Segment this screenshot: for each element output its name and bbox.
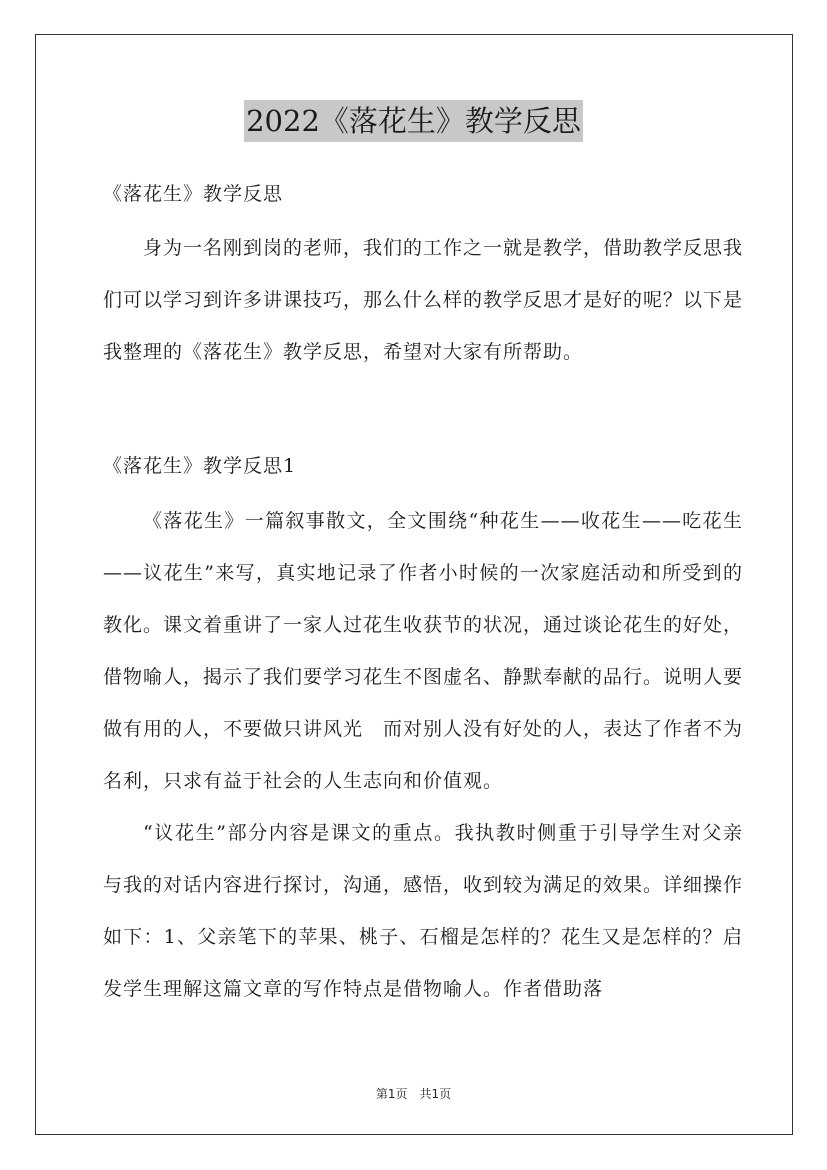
intro-paragraph: 身为一名刚到岗的老师，我们的工作之一就是教学，借助教学反思我们可以学习到许多讲课技巧，那么什么样的教学反思才是好的呢？以下是我整理的《落花生》教学反思，希望对大家有所帮助。: [103, 237, 744, 363]
intro-block: [103, 222, 743, 378]
document-title: 2022《落花生》教学反思: [244, 100, 583, 142]
body-paragraph-1: 《落花生》一篇叙事散文，全文围绕“种花生——收花生——吃花生——议花生”来写，真实地记录了作者小时候的一次家庭活动和所受到的教化。课文着重讲了一家人过花生收获节的状况，通过谈论花生的好处，借物喻人，揭示了我们要学习花生不图虚名、静默奉献的品行。说明人要做有用的人，不要做只讲风光 而对别人没有好处的人，表达了作者不为名利，只求有益于社会的人生志向和价值观。: [103, 510, 744, 792]
section-heading: 《落花生》教学反思1: [103, 455, 297, 477]
body-paragraph-2: “议花生”部分内容是课文的重点。我执教时侧重于引导学生对父亲与我的对话内容进行探讨，沟通，感悟，收到较为满足的效果。详细操作如下：1、父亲笔下的苹果、桃子、石榴是怎样的？花生又是怎样的？启发学生理解这篇文章的写作特点是借物喻人。作者借助落: [103, 822, 744, 1000]
document-subtitle: 《落花生》教学反思: [103, 183, 284, 205]
page-footer: 第1页 共1页: [375, 1087, 452, 1101]
title-container: [0, 100, 827, 142]
body-block: [103, 495, 743, 1015]
